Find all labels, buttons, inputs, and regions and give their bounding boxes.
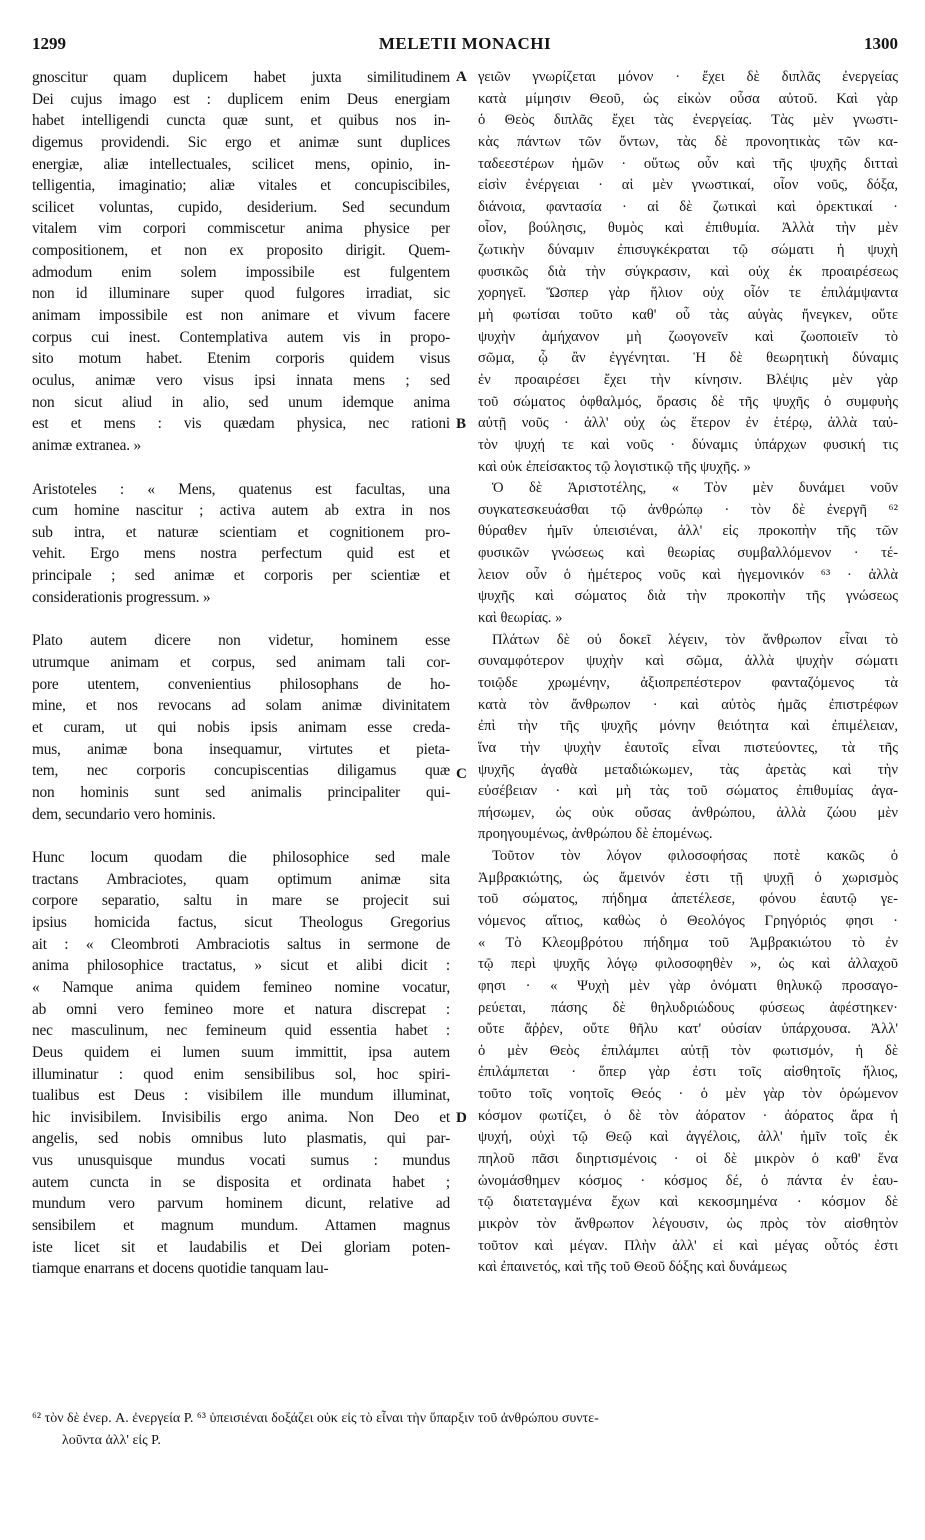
text-line: χορηγεῖ. Ὥσπερ γὰρ ἥλιον οὐχ οἷόν τε ἐπιλάμψαντα (478, 285, 898, 302)
text-line: corpus cui inest. Contemplativa autem vis in propo- (32, 328, 450, 346)
text-line: scilicet voluntas, cupido, desiderium. Sed secundum (32, 198, 450, 216)
text-line: εὐσέβειαν · καὶ μὴ τὰς τοῦ σώματος ἐπιθυμίας ἀγα- (478, 783, 898, 800)
text-line: hic invisibilem. Invisibilis ergo anima. Non Deo et (32, 1108, 450, 1126)
page-number-left: 1299 (32, 34, 66, 53)
text-line: sub intra, et naturæ scientiam et cognitionem pro- (32, 523, 450, 541)
text-line: καὶ οὐκ ἐπείσακτος τῷ λογιστικῷ τῆς ψυχῆς. » (478, 458, 751, 475)
text-line: compositionem, et non ex proposito dirigit. Quem- (32, 242, 450, 260)
text-line: νόμενος αἴτιος, καθὼς ὁ Θεολόγος Γρηγόριός φησι · (478, 912, 898, 929)
text-line: « Τὸ Κλεομβρότου πήδημα τοῦ Ἀμβρακιώτου τὸ ἐν (478, 934, 898, 951)
paragraph-gap (32, 825, 450, 847)
text-line: « Namque anima quidem femineo nomine vocatur, (32, 978, 450, 996)
page-header (32, 34, 898, 58)
text-line: illuminatur : quod enim sensibilibus sol, hoc spiri- (32, 1065, 450, 1083)
text-line: εἰσὶν ἐνέργειαι · αἱ μὲν γνωστικαί, οἷον νοῦς, δόξα, (478, 177, 898, 194)
footnote-line: ⁶² τὸν δὲ ἐνερ. A. ἐνεργεία P. ⁶³ ὑπεισιέναι δοξάζει οὐκ εἰς τὸ εἶναι τὴν ὕπαρξιν τοῦ ἀνθρώπου συντε- (32, 1411, 599, 1426)
text-line: καὶ ἐπαινετός, καὶ τῆς τοῦ Θεοῦ δόξης καὶ δυνάμεως (478, 1259, 787, 1276)
text-line: πήσωμεν, ὡς οὐκ οὔσας ἀνθρώπου, ἀλλὰ ζώου μὲν (478, 804, 898, 821)
text-line: habet intelligendi cuncta quæ sunt, et quibus nos in- (32, 112, 450, 130)
margin-marker-d: D (456, 1110, 467, 1126)
text-line: non id illuminare super quod fulgores irradiat, sic (32, 285, 450, 303)
text-line: et curam, ut qui nobis ipsis animam esse creda- (32, 718, 450, 736)
text-line: Hunc locum quodam die philosophice sed male (32, 849, 450, 867)
greek-paragraph (478, 846, 898, 1279)
text-line: mine, et nos revocans ad solam animæ divinitatem (32, 697, 450, 715)
margin-marker-a: A (456, 69, 467, 85)
text-line: corpore separatio, saltu in mare se projecit sui (32, 892, 450, 910)
text-line: ipsius homicida factus, sicut Theologus Gregorius (32, 914, 450, 932)
text-line: γειῶν γνωρίζεται μόνον · ἔχει δὲ διπλᾶς ἐνεργείας (478, 69, 898, 85)
text-line: utrumque animam et corpus, sed animam tali cor- (32, 654, 450, 672)
text-line: πηλοῦ πᾶσι διηρτισμένοις · οἱ δὲ μικρὸν ὁ καθ' ἕνα (478, 1151, 898, 1168)
text-line: non sicut aliud in alio, sed unum idemque anima (32, 393, 450, 411)
text-line: θύραθεν ἡμῖν ὑπεισιέναι, ἀλλ' εἰς προκοπὴν τῆς τῶν (478, 523, 898, 540)
text-line: τῷ διατεταγμένα ἔχων καὶ κεκοσμημένα · κόσμον δὲ (478, 1194, 898, 1211)
text-line: ὁ Θεὸς διπλᾶς ἔχει τὰς ἐνεργείας. Τὰς μὲν γνωστι- (478, 112, 898, 129)
text-line: τὸν ψυχή τε καὶ νοῦς · δύναμις ὑπάρχων φυσική τις (478, 436, 898, 453)
footnote-line: λοῦντα ἀλλ' εἰς P. (62, 1433, 161, 1448)
text-line: ἐπιλάμπεται · ὅπερ γὰρ ἐστι τοῖς αἰσθητοῖς ἥλιος, (478, 1064, 898, 1081)
text-line: κατὰ μίμησιν Θεοῦ, ὡς εἰκὼν οὖσα αὐτοῦ. Καὶ γὰρ (478, 90, 898, 107)
text-line: ψυχῆς καὶ σώματος διὰ τὴν προκοπὴν τῆς γνώσεως (478, 588, 898, 605)
text-line: pore utentem, convenientius philosophans de ho- (32, 675, 450, 693)
text-line: ἵνα τὴν ψυχὴν ἑαυτοῖς εἶναι πιστεύοντες, τὰ τῆς (478, 739, 898, 756)
paragraph-gap (32, 457, 450, 479)
text-line: vus unusquisque mundus vocati sumus : mundus (32, 1152, 450, 1170)
margin-marker-c: C (456, 766, 467, 782)
text-line: τοῦ σώματος ὀφθαλμός, ὅρασις δὲ τῆς ψυχῆς ὁ συμφυὴς (478, 393, 898, 410)
text-line: διάνοια, φαντασία · αἱ δὲ ζωτικαὶ καὶ ὀρεκτικαί · (478, 198, 898, 215)
text-line: ἐπὶ τὴν τῆς ψυχῆς μόνην θειότητα καὶ ἐπιμέλειαν, (478, 718, 898, 735)
text-line: τοῦτον καὶ μέγαν. Πλὴν ἀλλ' εἰ καὶ μέγας οὗτός ἐστι (478, 1237, 898, 1254)
text-line: est et mens : vis quædam physica, nec rationi (32, 415, 450, 433)
paragraph-gap (32, 608, 450, 630)
text-line: φησι · « Ψυχὴ μὲν γὰρ ὀνόματι θηλυκῷ προσαγο- (478, 977, 898, 994)
text-line: προηγουμένως, ἀνθρώπου δὲ ἑπομένως. (478, 826, 713, 843)
text-line: tem, nec corporis concupiscentias diligamus quæ (32, 762, 450, 780)
margin-marker-b: B (456, 416, 467, 432)
text-line: ταδεεστέρων ἡμῶν · οὕτως οὖν καὶ τῆς ψυχῆς διτταὶ (478, 155, 898, 172)
text-line: ψυχή, οὐχὶ τῷ Θεῷ καὶ ἀγγέλοις, ἀλλ' ἡμῖν τοῖς ἐκ (478, 1129, 898, 1146)
text-line: τῷ περὶ ψυχῆς λόγῳ φιλοσοφηθὲν », ὡς καὶ ἀλλαχοῦ (478, 956, 898, 973)
text-line: ρεύεται, πάσης δὲ θηλυδριώδους φύσεως ἀφέστηκεν· (478, 999, 898, 1016)
text-line: Dei cujus imago est : duplicem enim Deus energiam (32, 90, 450, 108)
latin-paragraph (32, 847, 450, 1280)
greek-column (478, 67, 898, 1279)
text-line: digemus providendi. Sic ergo et animæ sunt duplices (32, 133, 450, 151)
text-line: vehit. Ergo mens nostra perfectum quid est et (32, 545, 450, 563)
text-line: λειον οὖν ὁ ἡμέτερος νοῦς καὶ ἡγεμονικόν ⁶³ · ἀλλὰ (478, 566, 898, 583)
latin-paragraph (32, 630, 450, 825)
text-line: κόσμον φωτίζει, ὁ δὲ τὸν ἀόρατον · ἀόρατος ἄρα ἡ (478, 1107, 898, 1124)
text-line: καὶ θεωρίας. » (478, 610, 563, 627)
text-line: nec masculinum, nec femineum quid essentia habet : (32, 1022, 450, 1040)
greek-paragraph (478, 630, 898, 846)
text-line: oculus, animæ vero visus ipsi innata mens ; sed (32, 371, 450, 389)
text-line: non hominis sunt sed animalis principaliter qui- (32, 783, 450, 801)
text-line: Aristoteles : « Mens, quatenus est facultas, una (32, 480, 450, 498)
text-line: Τοῦτον τὸν λόγον φιλοσοφήσας ποτὲ κακῶς ὁ (492, 848, 898, 865)
text-line: οὔτε ἄῤῥεν, οὔτε θῆλυ κατ' οὐσίαν ὑπάρχουσα. Ἀλλ' (478, 1021, 898, 1038)
text-line: Deus quidem ei lumen suum immittit, ipsa autem (32, 1043, 450, 1061)
text-line: ψυχῆς ἀγαθὰ μεταδιώκωμεν, τὰς ἀρετὰς καὶ τὴν (478, 761, 898, 778)
text-line: σῶμα, ᾧ ἂν ἐγγένηται. Ἡ δὲ θεωρητικὴ δύναμις (478, 350, 898, 367)
text-line: ἐν προαιρέσει ἔχει τὴν κίνησιν. Βλέψις μὲν γὰρ (478, 371, 898, 388)
text-line: φυσικῶς διὰ τὴν σύγκρασιν, καὶ οὐχ ἐκ προαιρέσεως (478, 263, 898, 280)
text-line: considerationis progressum. » (32, 588, 211, 606)
text-line: κὰς πάντων τῶν ὄντων, τὰς δὲ προνοητικὰς τῶν κα- (478, 133, 898, 150)
text-line: φυσικῶν γνώσεως καὶ θεωρίας συμβαλλόμενον · τέ- (478, 545, 898, 562)
text-line: ait : « Cleombroti Ambraciotis saltus in sermone de (32, 935, 450, 953)
text-line: ψυχὴν ἀμήχανον μὴ ζωογονεῖν καὶ ζωοποιεῖν τὸ (478, 328, 898, 345)
text-line: autem cuncta in se disposita et ordinata habet ; (32, 1173, 450, 1191)
text-line: tractans Ambraciotes, quam optimum animæ sita (32, 870, 450, 888)
text-line: Ἀμβρακιώτης, ὡς ἄμεινόν ἐστι τῇ ψυχῇ ὁ χωρισμὸς (478, 869, 898, 886)
text-line: iste licet sit et laudabilis et Dei gloriam poten- (32, 1238, 450, 1256)
text-line: Ὁ δὲ Ἀριστοτέλης, « Τὸν μὲν δυνάμει νοῦν (492, 480, 898, 497)
text-line: τοιῷδε χρωμένην, ἀξιοπρεπέστερον φανταζόμενος τὰ (478, 674, 898, 691)
latin-column (32, 67, 450, 1280)
text-line: principale ; sed animæ et corporis per scientiæ et (32, 567, 450, 585)
text-line: sito motum habet. Etenim corporis quidem visus (32, 350, 450, 368)
latin-paragraph (32, 479, 450, 609)
page-number-right: 1300 (864, 34, 898, 53)
text-line: cum homine nascitur ; activa autem ab extra in nos (32, 502, 450, 520)
text-line: tualibus est Deus : visibilem ille mundum illuminat, (32, 1087, 450, 1105)
text-line: συναμφότερον ψυχὴν καὶ σῶμα, ἀλλὰ ψυχὴν σώματι (478, 653, 898, 670)
text-line: ab omni vero femineo more et natura discrepat : (32, 1000, 450, 1018)
text-line: anima philosophice tractatus, » sicut et alibi dicit : (32, 957, 450, 975)
text-line: gnoscitur quam duplicem habet juxta similitudinem (32, 69, 450, 86)
text-line: τοῦ σώματος, πήδημα ἀπετέλεσε, φόνου ἑαυτῷ γε- (478, 891, 898, 908)
text-line: συγκατεσκευάσθαι τῷ ἀνθρώπῳ · τὸν δὲ ἐνεργῆ ⁶² (478, 501, 898, 518)
text-line: vitalem vim corpori commiscetur anima physice per (32, 220, 450, 238)
greek-paragraph (478, 67, 898, 478)
text-line: animam impossibile est non animare et vivum facere (32, 307, 450, 325)
text-line: μικρὸν τὸν ἄνθρωπον λέγουσιν, ὡς πρὸς τὸν αἰσθητὸν (478, 1215, 898, 1232)
text-line: telligentia, imaginatio; aliæ vitales et concupiscibiles, (32, 177, 450, 195)
text-line: energiæ, aliæ intellectuales, scilicet mens, opinio, in- (32, 155, 450, 173)
text-line: κατὰ τὸν ἄνθρωπον · καὶ αὐτὸς ἡμᾶς ἐπιστρέφων (478, 696, 898, 713)
text-line: angelis, sed nobis omnibus luto plasmatis, qui par- (32, 1130, 450, 1148)
text-line: οἷον, βούλησις, θυμὸς καὶ ἐπιθυμία. Ἀλλὰ τὴν μὲν (478, 220, 898, 237)
running-title: MELETII MONACHI (378, 34, 552, 53)
footnotes (32, 1408, 898, 1452)
latin-paragraph (32, 67, 450, 457)
text-line: tiamque enarrans et docens quotidie tanquam lau- (32, 1260, 329, 1278)
text-line: τοῦτο τοῖς νοητοῖς Θεός · ὁ μὲν γὰρ τὸν ὁρώμενον (478, 1086, 898, 1103)
text-line: Πλάτων δὲ οὐ δοκεῖ λέγειν, τὸν ἄνθρωπον εἶναι τὸ (492, 631, 898, 648)
text-line: dem, secundario vero hominis. (32, 805, 216, 823)
text-line: Plato autem dicere non videtur, hominem esse (32, 632, 450, 650)
text-line: sensibilem et magnum mundum. Attamen magnus (32, 1217, 450, 1235)
text-line: μὴ φωτίσαι τοῦτο καθ' οὗ τὰς αὐγὰς ἤνεγκεν, οὕτε (478, 307, 898, 324)
text-line: ὠνομάσθημεν κόσμος · κόσμος δέ, ὁ πάντα ἐν ἑαυ- (478, 1172, 898, 1189)
text-line: animæ extranea. » (32, 436, 141, 454)
text-line: αὐτῇ νοῦς · ἀλλ' οὐχ ὡς ἕτερον ἐν ἑτέρῳ, ἀλλὰ ταὐ- (478, 415, 898, 432)
text-line: admodum enim solem impossibile est fulgentem (32, 263, 450, 281)
greek-paragraph (478, 478, 898, 629)
text-line: mus, animæ bona insequamur, virtutes et pieta- (32, 740, 450, 758)
text-line: mundum vero parvum hominem dicunt, relative ad (32, 1195, 450, 1213)
text-line: ὁ μὲν Θεὸς ἐπιλάμπει αὐτῇ τὸν φωτισμόν, ἡ δὲ (478, 1042, 898, 1059)
text-line: ζωτικὴν δύναμιν ἐπισυγκέκραται τῷ σώματι ἡ ψυχὴ (478, 242, 898, 259)
